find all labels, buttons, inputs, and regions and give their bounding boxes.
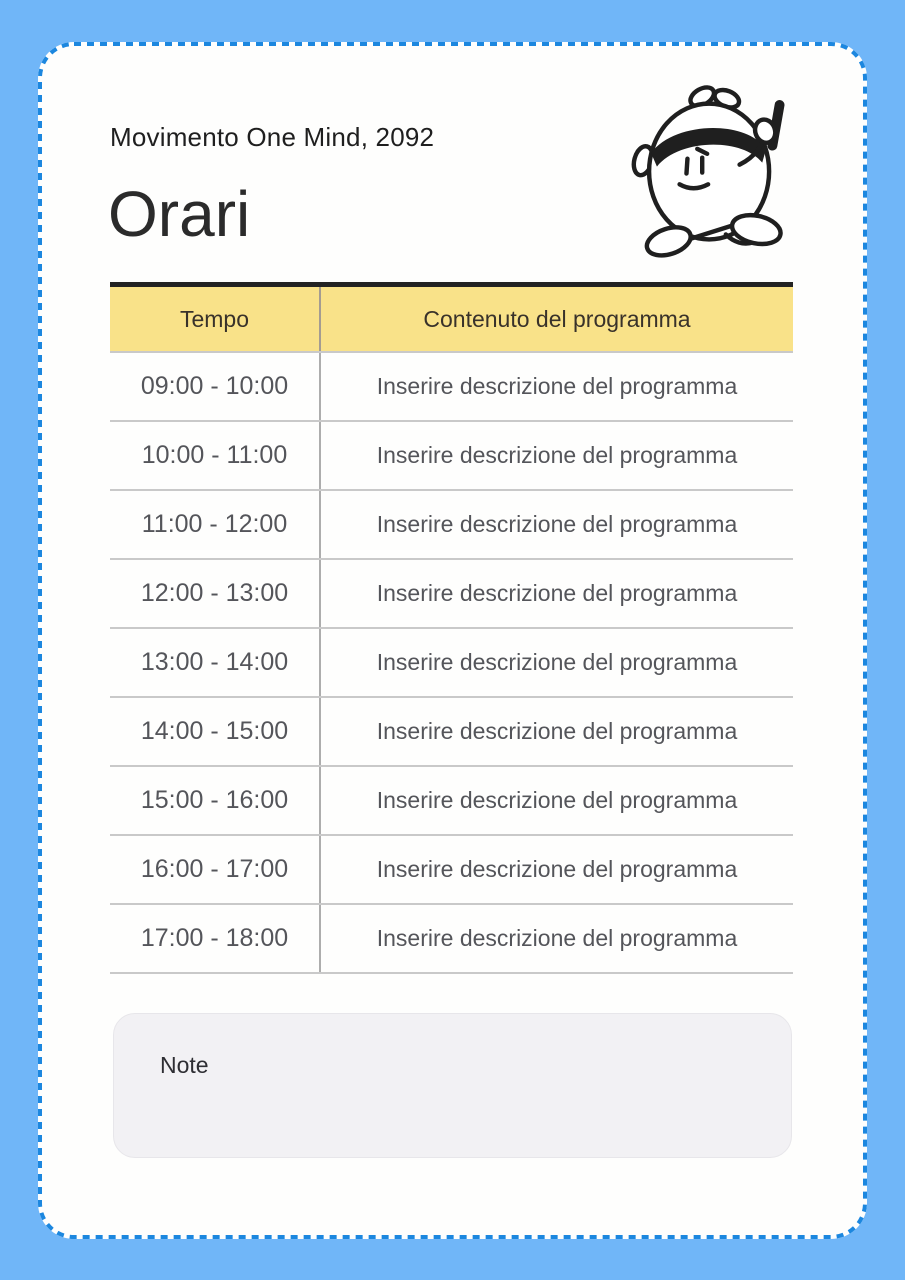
content-cell[interactable]: Inserire descrizione del programma xyxy=(376,373,738,399)
table-row xyxy=(110,836,793,905)
schedule-card xyxy=(38,42,867,1239)
table-row xyxy=(110,905,793,974)
table-row xyxy=(110,353,793,422)
column-header-tempo: Tempo xyxy=(110,287,321,351)
running-mascot-icon xyxy=(631,82,799,264)
time-cell[interactable]: 10:00 - 11:00 xyxy=(110,422,321,489)
content-cell[interactable]: Inserire descrizione del programma xyxy=(376,787,738,813)
content-cell[interactable]: Inserire descrizione del programma xyxy=(376,718,738,744)
time-cell[interactable]: 12:00 - 13:00 xyxy=(110,560,321,627)
time-cell[interactable]: 17:00 - 18:00 xyxy=(110,905,321,972)
content-cell[interactable]: Inserire descrizione del programma xyxy=(376,649,738,675)
note-label: Note xyxy=(160,1052,209,1078)
time-cell[interactable]: 16:00 - 17:00 xyxy=(110,836,321,903)
table-row xyxy=(110,560,793,629)
schedule-table xyxy=(110,282,793,974)
content-cell[interactable]: Inserire descrizione del programma xyxy=(376,856,738,882)
time-cell[interactable]: 14:00 - 15:00 xyxy=(110,698,321,765)
time-cell[interactable]: 09:00 - 10:00 xyxy=(110,353,321,420)
table-row xyxy=(110,422,793,491)
note-box[interactable] xyxy=(113,1013,792,1158)
time-cell[interactable]: 13:00 - 14:00 xyxy=(110,629,321,696)
time-cell[interactable]: 11:00 - 12:00 xyxy=(110,491,321,558)
content-cell[interactable]: Inserire descrizione del programma xyxy=(376,442,738,468)
content-cell[interactable]: Inserire descrizione del programma xyxy=(376,925,738,951)
content-cell[interactable]: Inserire descrizione del programma xyxy=(376,511,738,537)
document-subtitle: Movimento One Mind, 2092 xyxy=(110,122,435,152)
content-cell[interactable]: Inserire descrizione del programma xyxy=(376,580,738,606)
table-row xyxy=(110,767,793,836)
time-cell[interactable]: 15:00 - 16:00 xyxy=(110,767,321,834)
table-row xyxy=(110,698,793,767)
table-row xyxy=(110,629,793,698)
page-title: Orari xyxy=(108,178,251,250)
table-header-row xyxy=(110,287,793,353)
table-row xyxy=(110,491,793,560)
column-header-contenuto: Contenuto del programma xyxy=(423,305,691,332)
